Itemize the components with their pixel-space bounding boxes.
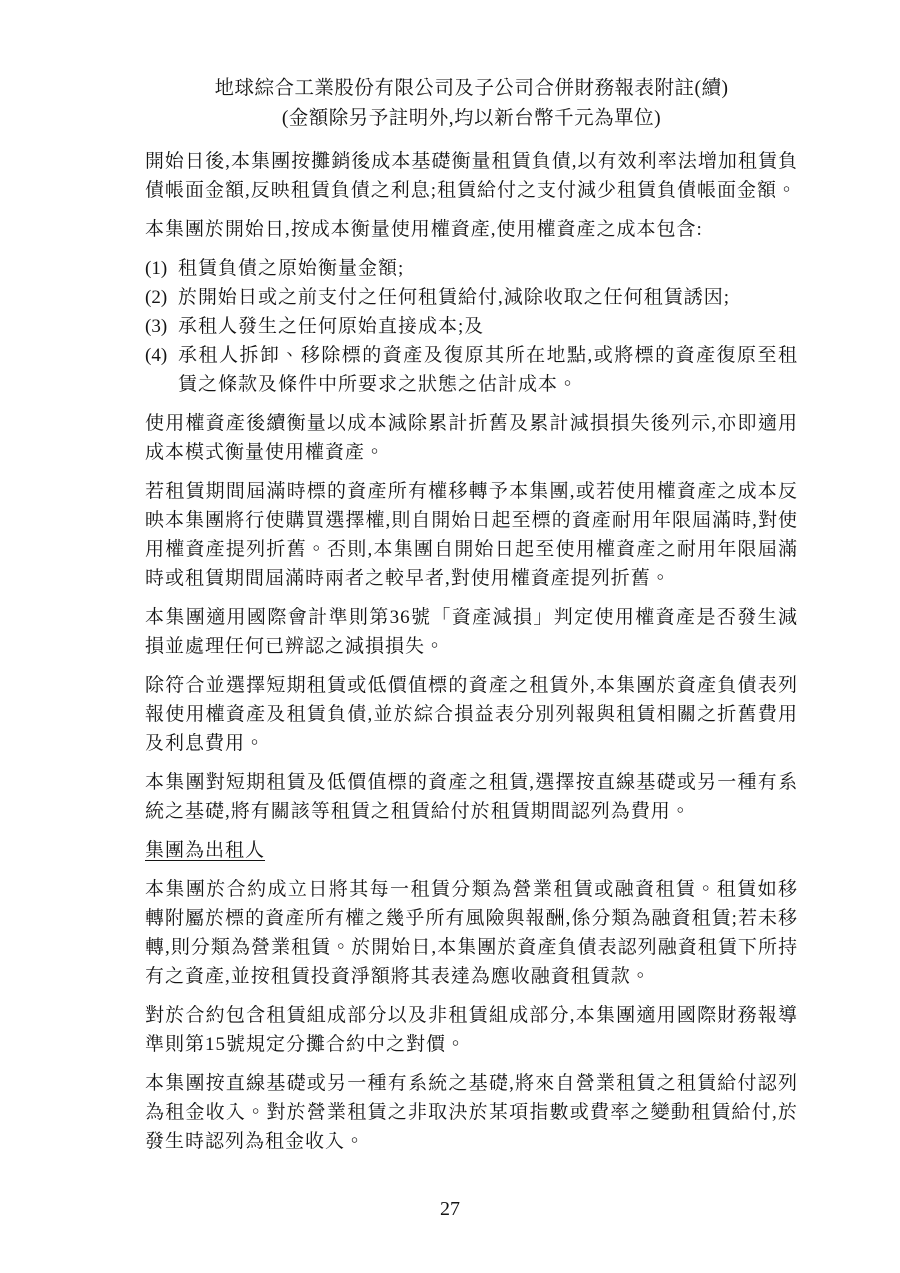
section-heading-lessor: 集團為出租人 bbox=[145, 840, 266, 861]
list-item bbox=[145, 254, 798, 283]
list-item-marker: (2) bbox=[145, 287, 168, 308]
document-content bbox=[145, 74, 798, 1166]
list-item-text: 於開始日或之前支付之任何租賃給付,減除收取之任何租賃誘因; bbox=[178, 287, 731, 308]
paragraph-depreciation: 若租賃期間屆滿時標的資產所有權移轉予本集團,或若使用權資產之成本反映本集團將行使購買選擇權,則自開始日起至標的資產耐用年限屆滿時,對使用權資產提列折舊。否則,本集團自開始日起至使用權資產之耐用年限屆滿時或租賃期間屆滿時兩者之較早者,對使用權資產提列折舊。 bbox=[145, 481, 798, 589]
paragraph-rou-cost-intro: 本集團於開始日,按成本衡量使用權資產,使用權資產之成本包含: bbox=[145, 219, 703, 240]
list-item-text: 承租人發生之任何原始直接成本;及 bbox=[178, 316, 485, 337]
list-item-marker: (1) bbox=[145, 258, 168, 279]
paragraph-rental-income: 本集團按直線基礎或另一種有系統之基礎,將來自營業租賃之租賃給付認列為租金收入。對於營業租賃之非取決於某項指數或費率之變動租賃給付,於發生時認列為租金收入。 bbox=[145, 1073, 798, 1152]
paragraph-short-term-lease: 本集團對短期租賃及低價值標的資產之租賃,選擇按直線基礎或另一種有系統之基礎,將有關該等租賃之租賃給付於租賃期間認列為費用。 bbox=[145, 772, 798, 822]
list-item bbox=[145, 283, 798, 312]
rou-cost-list bbox=[145, 254, 798, 399]
list-item-text: 租賃負債之原始衡量金額; bbox=[178, 258, 405, 279]
list-item-text: 承租人拆卸、移除標的資產及復原其所在地點,或將標的資產復原至租賃之條款及條件中所要求之狀態之估計成本。 bbox=[178, 345, 798, 395]
list-item-marker: (3) bbox=[145, 316, 168, 337]
list-item bbox=[145, 341, 798, 399]
paragraph-subsequent-measurement: 使用權資產後續衡量以成本減除累計折舊及累計減損損失後列示,亦即適用成本模式衡量使用權資產。 bbox=[145, 413, 798, 463]
paragraph-amortized-cost: 開始日後,本集團按攤銷後成本基礎衡量租賃負債,以有效利率法增加租賃負債帳面金額,反映租賃負債之利息;租賃給付之支付減少租賃負債帳面金額。 bbox=[145, 151, 798, 201]
document-title-line2: (金額除另予註明外,均以新台幣千元為單位) bbox=[281, 108, 662, 129]
paragraph-lease-classification: 本集團於合約成立日將其每一租賃分類為營業租賃或融資租賃。租賃如移轉附屬於標的資產所有權之幾乎所有風險與報酬,係分類為融資租賃;若未移轉,則分類為營業租賃。於開始日,本集團於資產負債表認列融資租賃下所持有之資產,並按租賃投資淨額將其表達為應收融資租賃款。 bbox=[145, 879, 798, 987]
paragraph-presentation: 除符合並選擇短期租賃或低價值標的資產之租賃外,本集團於資產負債表列報使用權資產及租賃負債,並於綜合損益表分別列報與租賃相關之折舊費用及利息費用。 bbox=[145, 675, 798, 754]
paragraph-contract-components: 對於合約包含租賃組成部分以及非租賃組成部分,本集團適用國際財務報導準則第15號規定分攤合約中之對價。 bbox=[145, 1005, 798, 1055]
list-item-marker: (4) bbox=[145, 345, 168, 366]
page-number: 27 bbox=[440, 1198, 460, 1220]
paragraph-impairment: 本集團適用國際會計準則第36號「資產減損」判定使用權資產是否發生減損並處理任何已辨認之減損損失。 bbox=[145, 607, 798, 657]
document-header bbox=[145, 74, 798, 134]
document-title-line1: 地球綜合工業股份有限公司及子公司合併財務報表附註(續) bbox=[214, 78, 729, 99]
list-item bbox=[145, 312, 798, 341]
